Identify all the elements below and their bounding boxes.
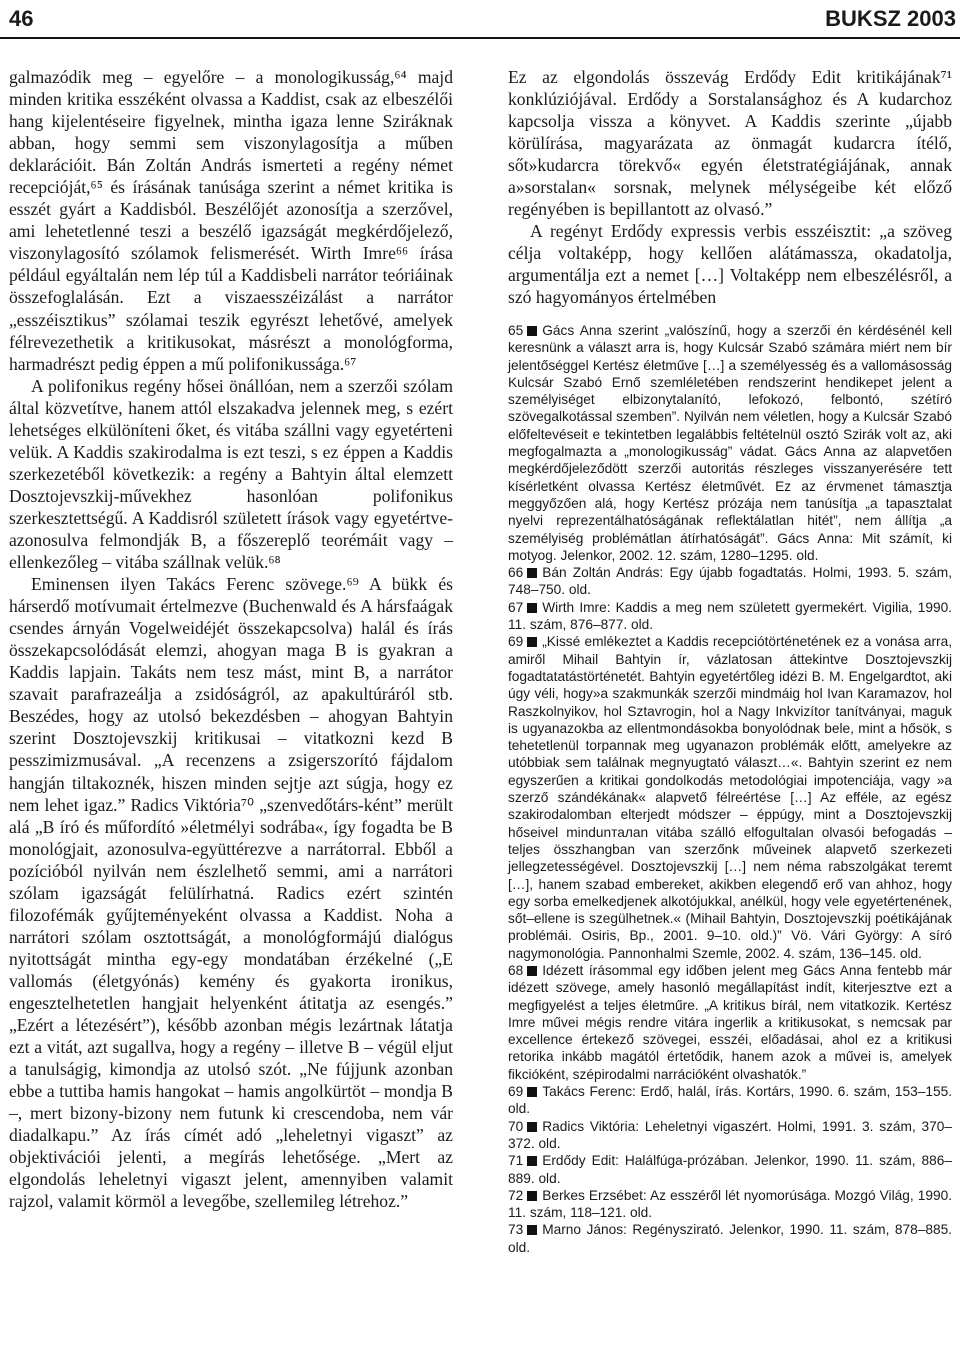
footnote-number: 70 (508, 1118, 524, 1134)
paragraph: Eminensen ilyen Takács Ferenc szövege.⁶⁹ A bükk és hárserdő motívumait értelmezve (Buchenwald és A hársfaágak csendes árnyán Vogelweidéjét összekapcsolva) halál és írás összekapcsolódását elemzi, ahogyan maga B is gyakran a Kaddis lapjain. Takáts nem tesz mást, mint B, a narrátor szavait parafrazeálja a zsidóságról, az apakultúráról stb. Beszédes, hogy az utolsó bekezdésben – ahogyan Bahtyin szerint Dosztojevszkij kritikusai – vitatkozni kezd B pesszimizmusával. „A recenzens a zsigerszorító fájdalom hangján tiltakoznék, hiszen minden sejtje azt súgja, hogy ez nem lehet igaz.” Radics Viktória⁷⁰ „szenvedőtárs-ként” merült alá „B író és műfordító »életmélyi sodrába«, így fogadta be B monológjait, azonosulva-együttérezve a narrátorral. Ebből a pozícióból nyilván nem észlelhető semmi, ami a narrátori szólam igazságát felülírhatná. Radics ezért szintén filozofémák gyűjteményeként olvassa a Kaddist. Noha a narrátori szólam osztottságát, a monológformájú dialógus nyitottságát mintha egy-egy mondatában érzékelné („E vallomás (életgyónás) kemény és gyakorta ironikus, engesztelhetetlen hangjait helyenként átitatja az esengés.” „Ezért a létezésért”), később azonban mégis lezártnak látatja ezt a vitát, azt sugallva, hogy a regény – illetve B – végül eljut a tanulságig, kimondja az utolsó szót. „Ne fújjunk azonban ebbe a tuttiba hamis hangokat – hamis angolkürtöt – mondja B –, mert bizony-bizony nem futunk ki crescendoba, nem vár diadalkapu.” Az írás címét adó „leheletnyi vigaszt” az objektivációi jelenti, a megírás lehetősége. „Mert az elgondolás leheletnyi vigaszt jelent, amennyiben valamit rajzol, valamit körmöl a levegőbe, szellemileg létrehoz.” (9, 574, 453, 1212)
footnote (508, 1083, 952, 1118)
footnote (508, 322, 952, 564)
footnote-number: 66 (508, 565, 524, 581)
footnote (508, 962, 952, 1083)
footnote-text: Marno János: Regényszirató. Jelenkor, 1990. 11. szám, 878–885. old. (508, 1222, 952, 1255)
square-bullet-icon (527, 1191, 537, 1201)
footnote-text: Gács Anna szerint „valószínű, hogy a szerzői én kérdésénél kell keresnünk a választ arra is, hogy Kulcsár Szabó számára miért nem bír jelentőséggel Kertész életműve […] a személyesség és a vallomásosság Kulcsár Szabó Ernő szemléletében rendszerint hendikepet jelent a személyiséget elbizonytalanító, lefokozó, felbontó, szétíró szövegalkotással szemben”. Nyilván nem véletlen, hogy a Kulcsár Szabó előfeltevéseit e tekintetben legalábbis feltételnül osztó Szirák volt az, aki megfogalmazta a „monologikusság” vádat. Gács Anna az alapvetően megkérdőjeleződött szerzői autoritás részleges visszanyerésére tett kísérletként olvassa Kertész életművét. Ez az érvmenet támasztja meggyőzően alá, hogy Kertész prózája nem tanúsítja „a tapasztalat nyelvi reprezentálhatóságának reflektálatlan hitét”, nem állítja „a személyiség problémátlan átírhatóságát”. Gács Anna: Mit számít, ki motyog. Jelenkor, 2002. 12. szám, 1280–1295. old. (508, 323, 952, 563)
paragraph: A polifonikus regény hősei önállóan, nem a szerzői szólam által közvetítve, hanem attól elszakadva jelennek meg, s ezért lehetséges elkülöníteni őket, és vitába szállni vagy egyetérteni velük. A Kaddis szakirodalma is ezt teszi, s ez éppen a Kaddis szerkezetéből következik: a regény a Bahtyin által elemzett Dosztojevszkij-művekhez hasonlóan polifonikus szerkesztettségű. A Kaddisról született írások vagy egyetértve-azonosulva felmondják B, a főszereplő teorémáit vagy – ellenkezőleg – vitába szállnak velük.⁶⁸ (9, 375, 453, 573)
footnotes (508, 322, 952, 1256)
square-bullet-icon (527, 1122, 537, 1132)
footnote-text: Idézett írásommal egy időben jelent meg Gács Anna fentebb már idézett szövege, amely hasonló megállapítást indít, kiterjesztve ezt a megfigyelést a teljes életműre. „A kritikus bírál, nem vitatkozik. Kertész Imre művei mégis rendre vitára ingerlik a kritikusokat, s nemcsak par excellence értekező szövegei, esszéi, előadásai, ahol ez a kritikusi retorika inkább magától értetődik, hanem azok a művei is, amelyek fikcióként, szépirodalmi narrációként olvashatók.” (508, 962, 952, 1082)
page-number: 46 (9, 6, 34, 31)
footnote-text: „Kissé emlékeztet a Kaddis recepciótörténetének ez a vonása arra, amiről Mihail Bahtyin ír, vázlatosan áttekintve Dosztojevszkij fogadtatatástörténetét. Bahtyin egyetértőleg idézi B. M. Engelgardtot, aki úgy véli, hogy»a szakmunkák szerzői mindmáig hol Ivan Karamazov, hol Raszkolnyikov, hol Sztavrogin, hol a Nagy Inkvizítor tanítványai, maguk is ugyanazokba az ellentmondásokba bonyolódnak bele, mint a hősök, s tehetetlenül torpannak meg ugyanazon problémák előtt, amelyekre az utóbbiak sem találnak megnyugtató választ…«. Bahtyin szerint ez nem egyszerűen a kritikai gondolkodás metodológiai impotenciája, vagy »a szerző szándékának« alapvető félreértése […] Az efféle, az egész szakirodalomban elterjedt módszer – éppúgy, mint a Dosztojevszkij hőseivel mindunталan vitába szálló elfogultalan olvasói befogadás – teljes összhangban van szerzőnk műveinek alapvető szerkezeti jellegzetességével. Dosztojevszkij […] nem néma rabszolgákat teremt […], hanem szabad embereket, akikben elegendő erő van ahhoz, hogy egy sorba emelkedjenek alkotójukkal, anélkül, hogy vele egyetértenének, sőt–ellene is szegülhetnek.« (Mihail Bahtyin, Dosztojevszkij poétikájának problémái. Osiris, Bp., 2001. 9–10. old.)” Vö. Vári György: A síró nagymonológia. Pannonhalmi Szemle, 2002. 4. szám, 136–145. old. (508, 634, 952, 961)
footnote-number: 72 (508, 1187, 524, 1203)
journal-title: BUKSZ 2003 (825, 6, 956, 31)
footnote (508, 1187, 952, 1222)
square-bullet-icon (527, 1087, 537, 1097)
footnote-number: 69 (508, 634, 524, 650)
footnote (508, 633, 952, 962)
footnote-number: 65 (508, 323, 524, 338)
square-bullet-icon (527, 1225, 537, 1235)
page-header (0, 0, 960, 40)
left-column (9, 66, 453, 1212)
footnote-text: Wirth Imre: Kaddis a meg nem született gyermekért. Vigilia, 1990. 11. szám, 876–877. old. (508, 599, 952, 633)
footnote-number: 68 (508, 962, 524, 978)
footnote-number: 69 (508, 1084, 524, 1100)
square-bullet-icon (527, 568, 537, 578)
footnote-number: 67 (508, 599, 524, 615)
paragraph: A regényt Erdődy expressis verbis esszéisztit: „a szöveg célja voltaképp, hogy kellően alátámassza, okadatolja, argumentálja ezt a nemet […] Voltaképp nem elbeszélésről, a szó hagyományos értelmében (508, 221, 952, 308)
footnote-text: Erdődy Edit: Halálfúga-prózában. Jelenkor, 1990. 11. szám, 886–889. old. (508, 1153, 952, 1186)
square-bullet-icon (527, 637, 537, 647)
square-bullet-icon (527, 326, 537, 336)
footnote-text: Bán Zoltán András: Egy újabb fogadtatás. Holmi, 1993. 5. szám, 748–750. old. (508, 565, 952, 598)
paragraph: galmazódik meg – egyelőre – a monologikusság,⁶⁴ majd minden kritika esszéként olvassa a Kaddist, csak az elbeszélői hang kijelentéseire figyelnek, mintha igaza lenne Sziráknak abban, hogy semmi sem viszonylagosítja a műben deklarációit. Bán Zoltán András ismerteti a regény német recepcióját,⁶⁵ és írásának tanúsága szerint a német kritika is esszét gyárt a Kaddisból. Beszélőjét azonosítja a szerzővel, ami lehetetlenné teszi a beszélő igazságát megkérdőjelező, viszonylagosító szólamok felismerését. Wirth Imre⁶⁶ írása például egyáltalán nem lép túl a Kaddisbeli narrátor teóriáinak összefoglalásán. Ezt a viszaesszéizálást a narrátor „esszéisztikus” szólamai teszik egyrészt lehetővé, amelyek félrevezethetik a kritikusokat, másrészt a monológforma, harmadrészt pedig éppen a mű polifonikussága.⁶⁷ (9, 67, 453, 374)
right-column-text (508, 66, 952, 309)
footnote-number: 73 (508, 1222, 524, 1238)
paragraph: Ez az elgondolás összevág Erdődy Edit kritikájának⁷¹ konklúziójával. Erdődy a Sorstalansághoz és A kudarchoz kapcsolja vissza a könyvet. A Kaddis szerinte „újabb körülírása, magyarázata az önmagát kudarcra ítélő, sőt»kudarcra törekvő« egyén életstratégiájának, annak a»sorstalan« sorsnak, melynek mélységeibe két előző regényében is bepillantott az olvasó.” (508, 67, 952, 220)
footnote (508, 1221, 952, 1256)
footnote (508, 564, 952, 599)
footnote (508, 1118, 952, 1153)
footnote (508, 599, 952, 634)
square-bullet-icon (527, 603, 537, 613)
square-bullet-icon (527, 966, 537, 976)
footnote-text: Berkes Erzsébet: Az esszéről lét nyomorúsága. Mozgó Világ, 1990. 11. szám, 118–121. old. (508, 1187, 952, 1221)
footnote-text: Radics Viktória: Leheletnyi vigaszért. Holmi, 1991. 3. szám, 370–372. old. (508, 1118, 952, 1151)
footnote-number: 71 (508, 1153, 524, 1169)
square-bullet-icon (527, 1156, 537, 1166)
footnote-text: Takács Ferenc: Erdő, halál, írás. Kortárs, 1990. 6. szám, 153–155. old. (508, 1084, 952, 1117)
header-rule (0, 37, 960, 39)
footnote (508, 1152, 952, 1187)
